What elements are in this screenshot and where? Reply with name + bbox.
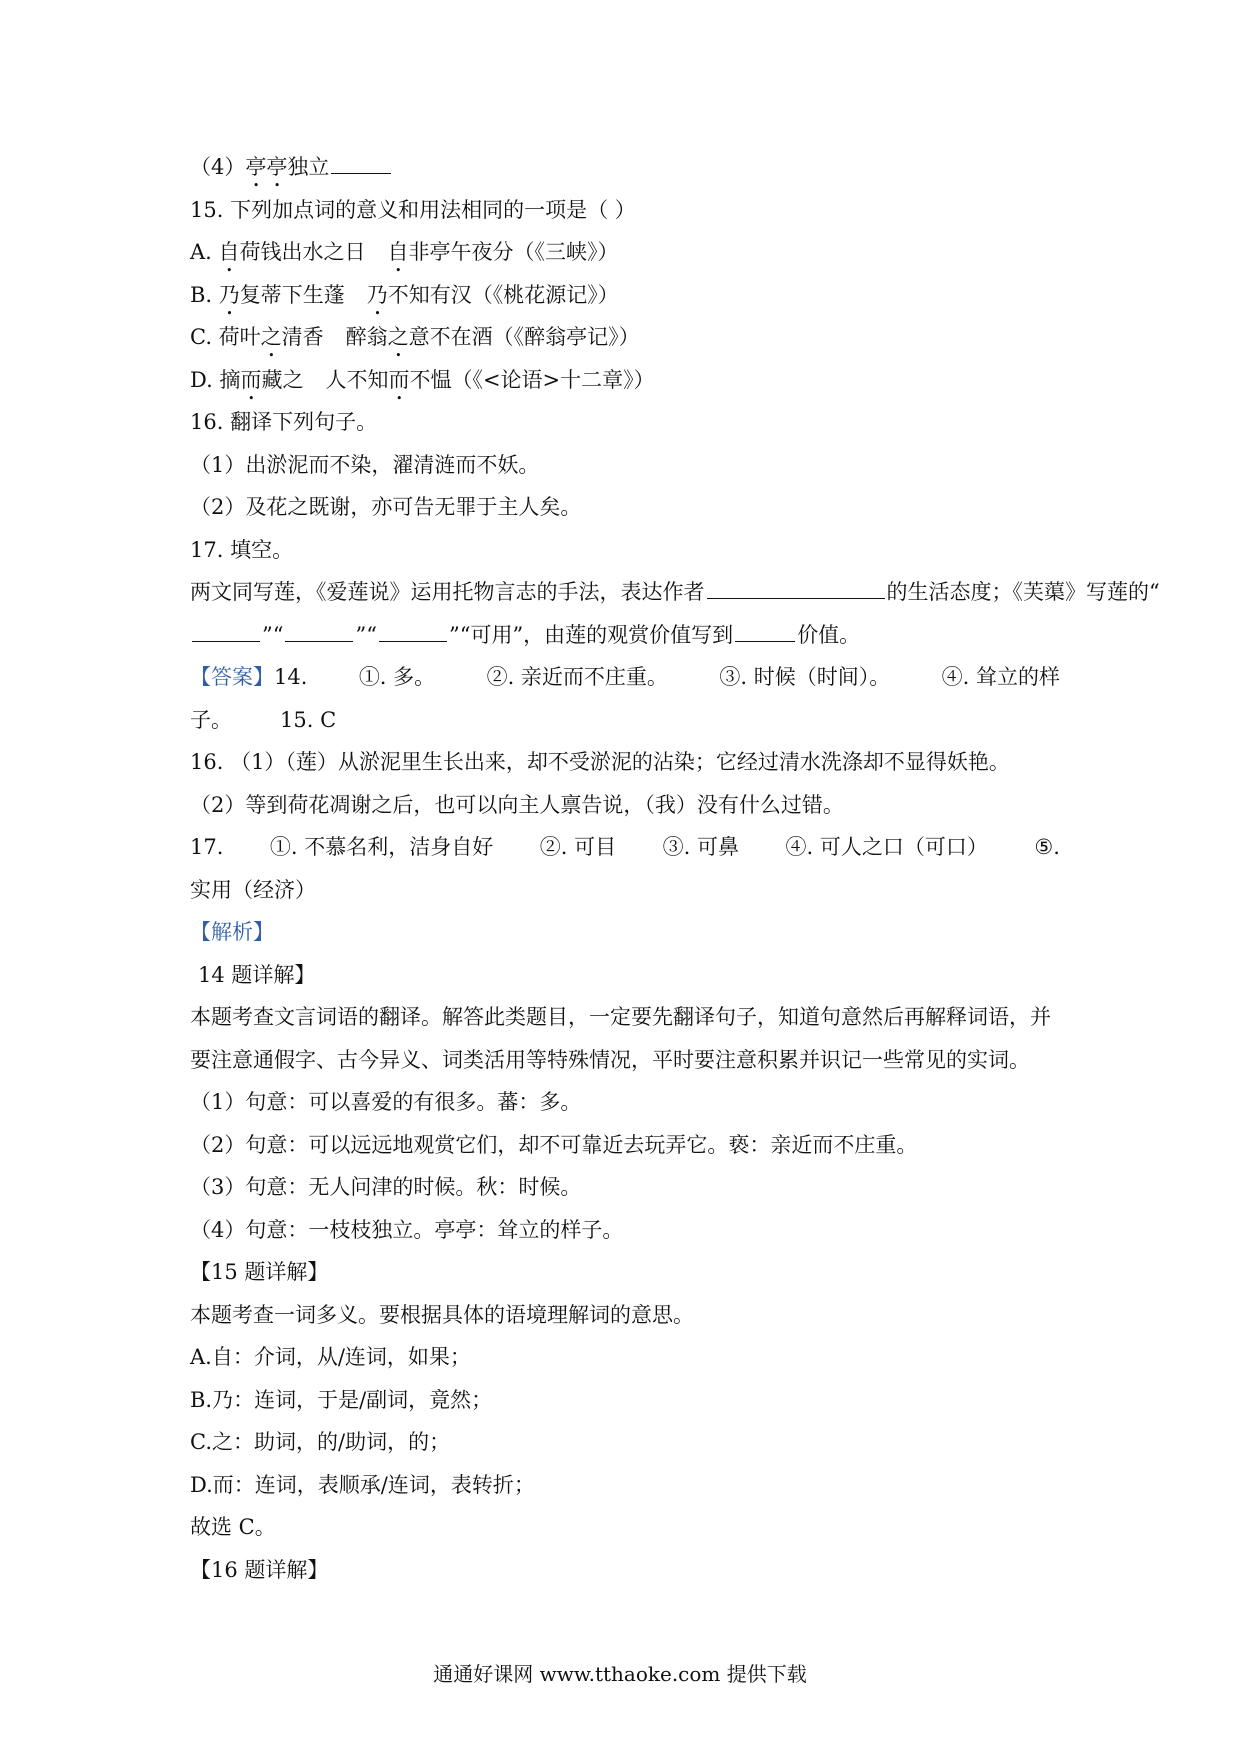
answer-blank (285, 619, 353, 642)
dotted-word: 之 (387, 325, 409, 349)
analysis-15-d: D.而：连词，表顺承/连词，表转折； (190, 1472, 535, 1497)
answer-16-2: （2）等到荷花凋谢之后，也可以向主人禀告说，（我）没有什么过错。 (190, 792, 844, 817)
answer-16-1: 16. （1）（莲）从淤泥里生长出来，却不受淤泥的沾染；它经过清水洗涤却不显得妖艳。 (190, 750, 1010, 774)
answer-tag: 【答案】 (190, 665, 274, 689)
q15-option-b: B. 乃复蒂下生蓬 乃不知有汉（《桃花源记》） (190, 282, 619, 307)
dotted-word: 自 (218, 240, 240, 264)
answer-blank (379, 619, 447, 642)
q14-item-4: （4）亭亭独立 (190, 146, 1060, 189)
answer-blank (331, 151, 391, 174)
dotted-word: 而 (240, 367, 262, 392)
dotted-word: 之 (260, 325, 282, 349)
dotted-word: 自 (387, 240, 409, 264)
answer-blank (192, 619, 260, 642)
dotted-word: 亭亭 (245, 155, 288, 179)
analysis-tag: 【解析】 (190, 920, 274, 944)
analysis-paragraph-14: 本题考查文言词语的翻译。解答此类题目，一定要先翻译句子，知道句意然后再解释词语，并要注意通假字、古今异义、词类活用等特殊情况，平时要注意积累并识记一些常见的实词。 (190, 1005, 1051, 1072)
q16-sentence-2: （2）及花之既谢，亦可告无罪于主人矣。 (190, 495, 582, 519)
dotted-word: 乃 (218, 282, 240, 307)
q17-paragraph-line-1: 两文同写莲，《爱莲说》运用托物言志的手法，表达作者 的生活态度；《芙蕖》写莲的“ (190, 571, 1060, 614)
answer-blank (707, 576, 885, 599)
answer-line-17-cont: 实用（经济） (190, 877, 316, 902)
analysis-15-conclusion: 故选 C。 (190, 1515, 276, 1539)
q15-option-d: D. 摘而藏之 人不知而不愠（《<论语>十二章》） (190, 367, 655, 392)
answer-line-14-cont: 子。 15. C (190, 707, 337, 732)
analysis-14-line-3: （3）句意：无人问津的时候。秋：时候。 (190, 1175, 582, 1199)
analysis-14-line-4: （4）句意：一枝枝独立。亭亭：耸立的样子。 (190, 1217, 624, 1242)
q15-option-c: C. 荷叶之清香 醉翁之意不在酒（《醉翁亭记》） (190, 325, 640, 349)
answer-blank (735, 619, 795, 642)
dotted-word: 乃 (366, 282, 388, 307)
analysis-15-paragraph: 本题考查一词多义。要根据具体的语境理解词的意思。 (190, 1302, 694, 1327)
q17-stem: 17. 填空。 (190, 537, 294, 562)
answer-line-14: 【答案】14. ①. 多。 ②. 亲近而不庄重。 ③. 时候（时间）。 ④. 耸立的样 (190, 665, 1060, 689)
q16-stem: 16. 翻译下列句子。 (190, 410, 378, 434)
analysis-15-b: B.乃：连词，于是/副词，竟然； (190, 1387, 493, 1412)
answer-line-17: 17. ①. 不慕名利，洁身自好 ②. 可目 ③. 可鼻 ④. 可人之口（可口） ⑤. (190, 835, 1060, 859)
analysis-heading-16: 【16 题详解】 (190, 1557, 329, 1582)
q15-option-a: A. 自荷钱出水之日 自非亭午夜分（《三峡》） (190, 240, 619, 264)
analysis-14-line-2: （2）句意：可以远远地观赏它们，却不可靠近去玩弄它。亵：亲近而不庄重。 (190, 1132, 918, 1157)
q15-stem: 15. 下列加点词的意义和用法相同的一项是（ ） (190, 197, 636, 222)
analysis-heading-15: 【15 题详解】 (190, 1260, 329, 1284)
analysis-14-line-1: （1）句意：可以喜爱的有很多。蕃：多。 (190, 1090, 582, 1114)
q16-sentence-1: （1）出淤泥而不染，濯清涟而不妖。 (190, 452, 540, 477)
analysis-15-a: A.自：介词，从/连词，如果； (190, 1345, 471, 1369)
analysis-heading-14: 14 题详解】 (198, 962, 316, 987)
q17-paragraph-line-2: ”“ ”“ ”“可用”，由莲的观赏价值写到 价值。 (190, 614, 1060, 657)
dotted-word: 而 (388, 367, 410, 392)
page-footer: 通通好课网 www.tthaoke.com 提供下载 (433, 1662, 807, 1686)
document-body (190, 146, 1160, 1591)
analysis-15-c: C.之：助词，的/助词，的； (190, 1430, 451, 1454)
